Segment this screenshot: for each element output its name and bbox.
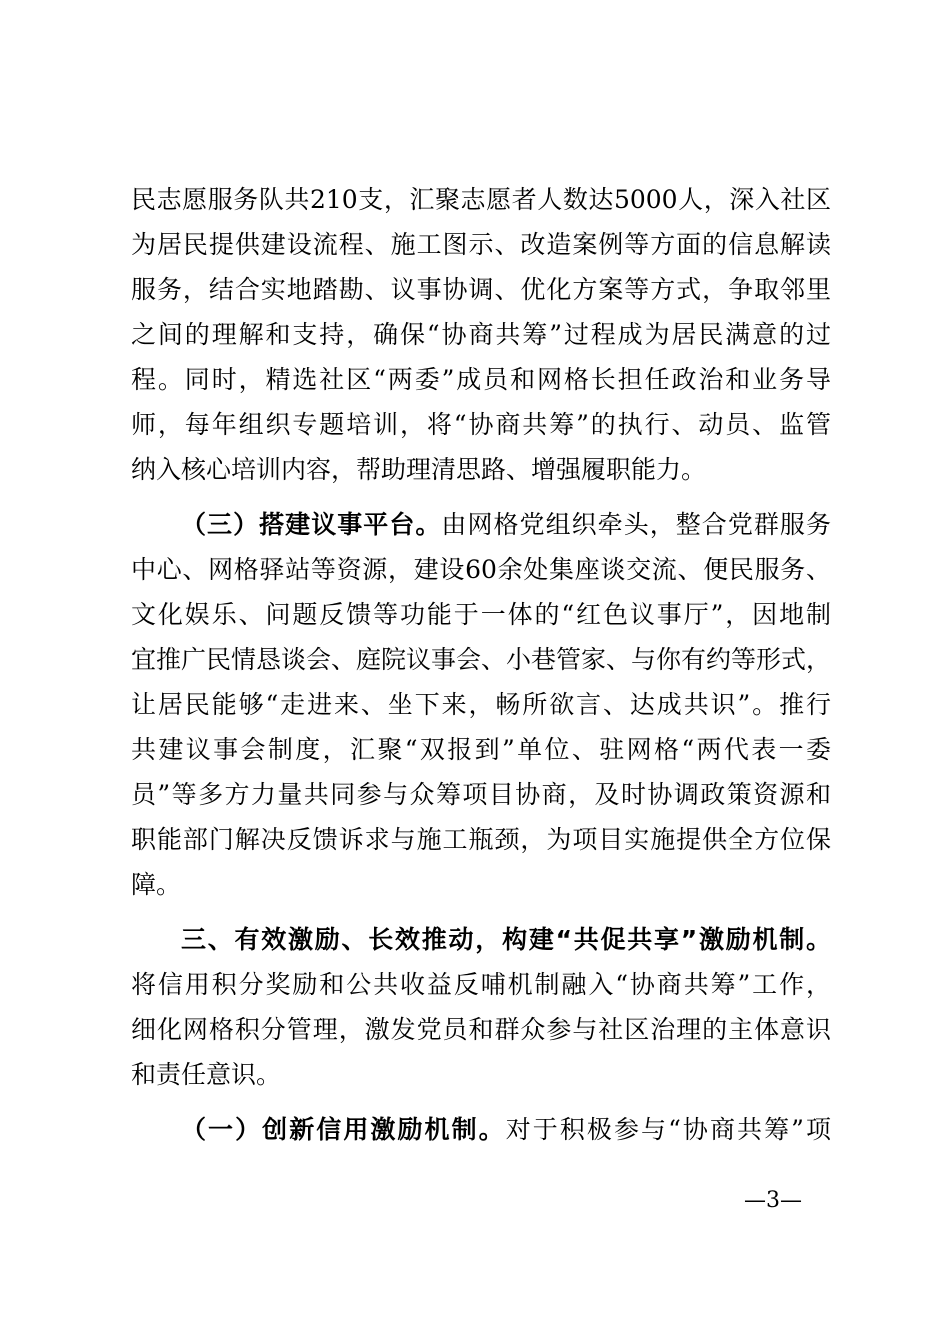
subheading-build-platform: （三）搭建议事平台。 [181, 510, 442, 539]
body-text-line: 师，每年组织专题培训，将“协商共筹”的执行、动员、监管 [131, 410, 831, 439]
body-text-line: 和责任意识。 [131, 1060, 282, 1089]
body-text-line: 文化娱乐、问题反馈等功能于一体的“红色议事厅”，因地制 [131, 600, 831, 629]
body-text-line: 宜推广民情恳谈会、庭院议事会、小巷管家、与你有约等形式， [131, 645, 832, 674]
body-text-line: 将信用积分奖励和公共收益反哺机制融入“协商共筹”工作， [131, 970, 831, 999]
body-text-line: 让居民能够“走进来、坐下来，畅所欲言、达成共识”。推行 [131, 690, 831, 719]
body-text-line: 职能部门解决反馈诉求与施工瓶颈，为项目实施提供全方位保 [131, 825, 831, 854]
section-heading-three: 三、有效激励、长效推动，构建“共促共享”激励机制。 [181, 925, 831, 954]
body-text-line: 中心、网格驿站等资源，建设60余处集座谈交流、便民服务、 [131, 555, 831, 584]
subsection-paragraph-start [181, 1108, 831, 1152]
body-text-line: 细化网格积分管理，激发党员和群众参与社区治理的主体意识 [131, 1015, 831, 1044]
body-text-line: 为居民提供建设流程、施工图示、改造案例等方面的信息解读 [131, 230, 831, 259]
body-text-segment: 由网格党组织牵头，整合党群服务 [441, 510, 831, 539]
body-text-line: 共建议事会制度，汇聚“双报到”单位、驻网格“两代表一委 [131, 735, 831, 764]
body-text-line: 程。同时，精选社区“两委”成员和网格长担任政治和业务导 [131, 365, 831, 394]
subheading-credit-incentive: （一）创新信用激励机制。 [181, 1115, 506, 1144]
body-text-segment: 对于积极参与“协商共筹”项 [505, 1115, 831, 1144]
body-text-line: 障。 [131, 870, 182, 899]
page-number: —3— [744, 1188, 802, 1213]
body-text-line: 员”等多方力量共同参与众筹项目协商，及时协调政策资源和 [131, 780, 831, 809]
body-text-line: 服务，结合实地踏勘、议事协调、优化方案等方式，争取邻里 [131, 275, 831, 304]
body-text-line: 民志愿服务队共210支，汇聚志愿者人数达5000人，深入社区 [131, 185, 831, 214]
body-text-line: 纳入核心培训内容，帮助理清思路、增强履职能力。 [131, 455, 707, 484]
subsection-paragraph-start [181, 503, 831, 547]
body-text-line: 之间的理解和支持，确保“协商共筹”过程成为居民满意的过 [131, 320, 831, 349]
